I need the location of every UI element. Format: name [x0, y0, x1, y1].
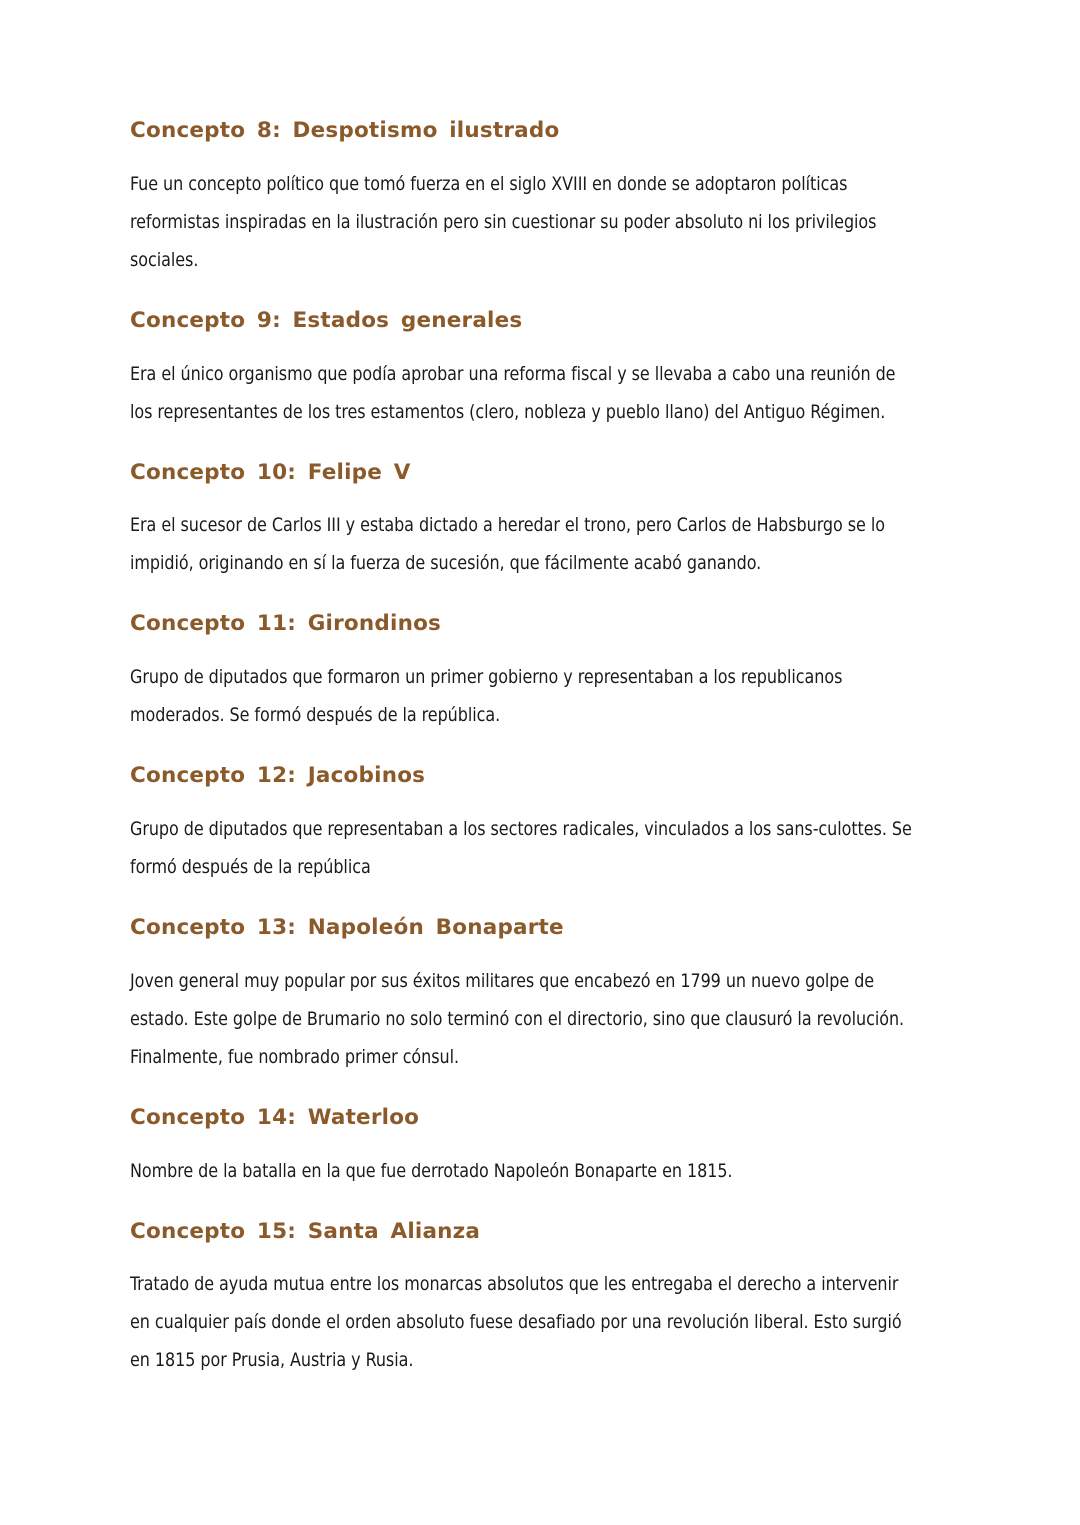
concept-section-14 [130, 1105, 952, 1191]
concept-heading-9: Concepto 9: Estados generales [130, 307, 523, 333]
concept-heading-10: Concepto 10: Felipe V [130, 459, 411, 485]
concept-heading-13: Concepto 13: Napoleón Bonaparte [130, 914, 564, 940]
concept-section-12 [130, 763, 952, 887]
concept-section-15 [130, 1219, 952, 1381]
concept-heading-8: Concepto 8: Despotismo ilustrado [130, 118, 560, 143]
document-body [130, 118, 952, 1380]
concept-heading-11: Concepto 11: Girondinos [130, 611, 442, 637]
concept-text-8: Fue un concepto político que tomó fuerza en el siglo XVIII en donde se adoptaron políticas reformistas inspiradas en la ilustración pero sin cuestionar su poder absoluto ni los privilegios sociales. [130, 173, 877, 271]
concept-text-15: Tratado de ayuda mutua entre los monarcas absolutos que les entregaba el derecho a intervenir en cualquier país donde el orden absoluto fuese desafiado por una revolución liberal. Esto surgió en 1815 por Prusia, Austria y Rusia. [130, 1274, 902, 1372]
concept-text-13: Joven general muy popular por sus éxitos militares que encabezó en 1799 un nuevo golpe de estado. Este golpe de Brumario no solo terminó con el directorio, sino que clausuró la revolución. Finalmente, fue nombrado primer cónsul. [130, 970, 905, 1068]
concept-section-11 [130, 611, 952, 735]
concept-text-14: Nombre de la batalla en la que fue derrotado Napoleón Bonaparte en 1815. [130, 1160, 733, 1182]
concept-section-8 [130, 118, 952, 280]
concept-heading-12: Concepto 12: Jacobinos [130, 763, 426, 789]
concept-text-9: Era el único organismo que podía aprobar una reforma fiscal y se llevaba a cabo una reunión de los representantes de los tres estamentos (clero, nobleza y pueblo llano) del Antiguo Régimen. [130, 363, 896, 423]
concept-section-10 [130, 460, 952, 584]
concept-text-10: Era el sucesor de Carlos III y estaba dictado a heredar el trono, pero Carlos de Habsburgo se lo impidió, originando en sí la fuerza de sucesión, que fácilmente acabó ganando. [130, 515, 885, 575]
concept-text-12: Grupo de diputados que representaban a los sectores radicales, vinculados a los sans-culottes. Se formó después de la república [130, 818, 912, 878]
concept-text-11: Grupo de diputados que formaron un primer gobierno y representaban a los republicanos moderados. Se formó después de la república. [130, 667, 843, 727]
concept-section-9 [130, 308, 952, 432]
concept-heading-15: Concepto 15: Santa Alianza [130, 1218, 481, 1244]
concept-heading-14: Concepto 14: Waterloo [130, 1104, 420, 1130]
concept-section-13 [130, 915, 952, 1077]
